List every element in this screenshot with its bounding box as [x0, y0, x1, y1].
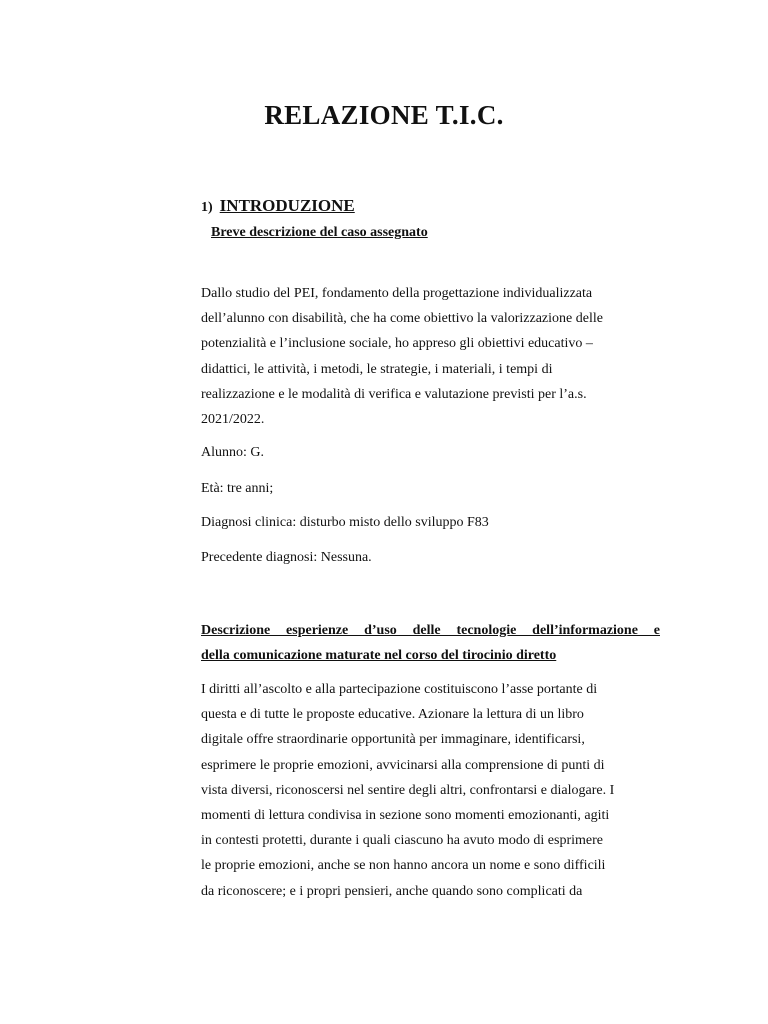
experience-heading-line: della comunicazione maturate nel corso del tirocinio diretto: [201, 648, 557, 664]
experience-line: vista diversi, riconoscersi nel sentire degli altri, confrontarsi e dialogare. I: [201, 782, 615, 798]
experience-line: digitale offre straordinarie opportunità per immaginare, identificarsi,: [201, 732, 585, 748]
intro-line: 2021/2022.: [201, 412, 265, 428]
experience-line: le proprie emozioni, anche se non hanno ancora un nome e sono difficili: [201, 858, 606, 874]
experience-line: esprimere le proprie emozioni, avvicinarsi alla comprensione di punti di: [201, 757, 605, 773]
experience-paragraph: [201, 677, 660, 904]
section-title: INTRODUZIONE: [219, 196, 355, 215]
student-name: Alunno: G.: [201, 445, 264, 460]
intro-line: potenzialità e l’inclusione sociale, ho appreso gli obiettivi educativo –: [201, 336, 593, 352]
intro-line: dell’alunno con disabilità, che ha come obiettivo la valorizzazione delle: [201, 311, 603, 327]
experience-line: in contesti protetti, durante i quali ciascuno ha avuto modo di esprimere: [201, 833, 604, 849]
intro-line: didattici, le attività, i metodi, le strategie, i materiali, i tempi di: [201, 361, 553, 377]
intro-paragraph: [201, 281, 660, 432]
document-title: RELAZIONE T.I.C.: [264, 100, 504, 130]
experience-line: I diritti all’ascolto e alla partecipazione costituiscono l’asse portante di: [201, 682, 598, 697]
section-heading: [201, 196, 355, 216]
intro-line: Dallo studio del PEI, fondamento della progettazione individualizzata: [201, 286, 593, 301]
student-age: Età: tre anni;: [201, 481, 274, 496]
clinical-diagnosis: Diagnosi clinica: disturbo misto dello sviluppo F83: [201, 515, 489, 530]
experience-line: da riconoscere; e i propri pensieri, anche quando sono complicati da: [201, 883, 583, 899]
intro-line: realizzazione e le modalità di verifica e valutazione previsti per l’a.s.: [201, 386, 587, 402]
section-subtitle: Breve descrizione del caso assegnato: [211, 225, 428, 240]
experience-heading-line: Descrizione esperienze d’uso delle tecnologie dell’informazione e: [201, 623, 660, 638]
experience-heading: [201, 618, 660, 668]
experience-line: questa e di tutte le proposte educative. Azionare la lettura di un libro: [201, 707, 584, 723]
previous-diagnosis: Precedente diagnosi: Nessuna.: [201, 550, 372, 565]
section-number: 1): [201, 200, 213, 215]
experience-line: momenti di lettura condivisa in sezione sono momenti emozionanti, agiti: [201, 808, 610, 824]
